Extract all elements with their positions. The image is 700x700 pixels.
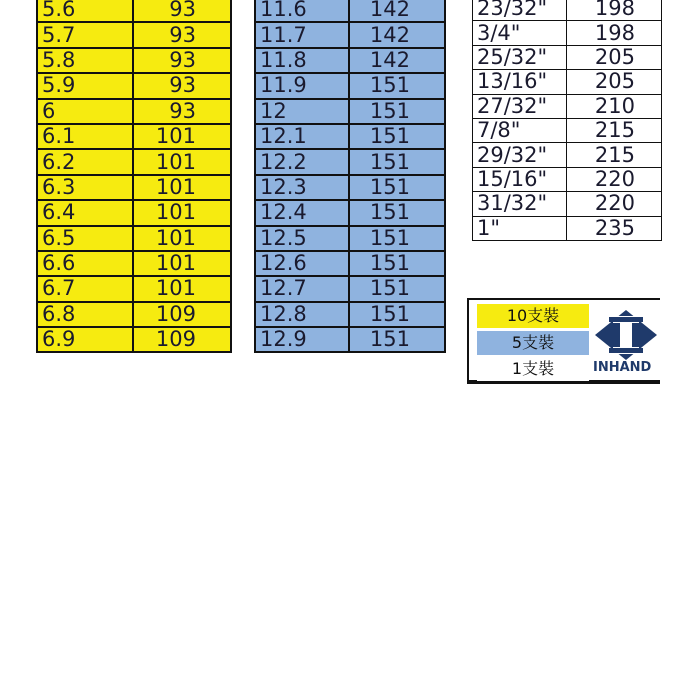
price-cell: 220	[567, 192, 662, 216]
price-table-white	[472, 0, 662, 241]
table-row	[473, 167, 662, 191]
size-cell: 7/8"	[473, 118, 567, 142]
price-cell: 151	[349, 251, 445, 276]
size-cell: 12.8	[255, 302, 349, 327]
size-cell: 31/32"	[473, 192, 567, 216]
table-row	[473, 70, 662, 94]
table-row	[255, 276, 445, 301]
size-cell: 11.7	[255, 22, 349, 47]
size-cell: 12.6	[255, 251, 349, 276]
size-cell: 6	[37, 99, 133, 124]
price-cell: 93	[133, 73, 231, 98]
price-cell: 142	[349, 48, 445, 73]
size-cell: 5.9	[37, 73, 133, 98]
table-row	[37, 251, 231, 276]
size-cell: 23/32"	[473, 0, 567, 21]
size-cell: 3/4"	[473, 21, 567, 45]
table-row	[255, 0, 445, 22]
table-row	[473, 216, 662, 240]
price-cell: 151	[349, 302, 445, 327]
price-cell: 151	[349, 226, 445, 251]
price-cell: 151	[349, 99, 445, 124]
price-cell: 101	[133, 251, 231, 276]
table-row	[37, 327, 231, 352]
table-row	[37, 149, 231, 174]
price-cell: 101	[133, 226, 231, 251]
table-row	[255, 327, 445, 352]
price-cell: 151	[349, 276, 445, 301]
table-row	[255, 22, 445, 47]
table-row	[37, 200, 231, 225]
table-row	[37, 73, 231, 98]
table-body	[473, 0, 662, 240]
size-cell: 6.6	[37, 251, 133, 276]
price-cell: 235	[567, 216, 662, 240]
price-cell: 101	[133, 175, 231, 200]
size-cell: 29/32"	[473, 143, 567, 167]
size-cell: 6.2	[37, 149, 133, 174]
table-body	[255, 0, 445, 352]
size-cell: 12.2	[255, 149, 349, 174]
table-row	[255, 251, 445, 276]
price-cell: 198	[567, 21, 662, 45]
table-row	[37, 226, 231, 251]
size-cell: 6.1	[37, 124, 133, 149]
price-table-yellow	[36, 0, 232, 353]
size-cell: 6.9	[37, 327, 133, 352]
size-cell: 5.8	[37, 48, 133, 73]
table-row	[255, 200, 445, 225]
table-row	[37, 302, 231, 327]
size-cell: 5.7	[37, 22, 133, 47]
size-cell: 12.1	[255, 124, 349, 149]
size-cell: 6.3	[37, 175, 133, 200]
price-cell: 109	[133, 327, 231, 352]
price-cell: 93	[133, 0, 231, 22]
price-cell: 93	[133, 99, 231, 124]
size-cell: 6.5	[37, 226, 133, 251]
table-row	[37, 0, 231, 22]
price-cell: 151	[349, 200, 445, 225]
table-row	[37, 48, 231, 73]
table-row	[37, 99, 231, 124]
table-row	[473, 0, 662, 21]
table-row	[473, 118, 662, 142]
table-row	[473, 45, 662, 69]
price-cell: 151	[349, 327, 445, 352]
price-cell: 205	[567, 70, 662, 94]
logo-text: INHAND	[593, 360, 652, 375]
price-cell: 220	[567, 167, 662, 191]
size-cell: 11.6	[255, 0, 349, 22]
size-cell: 12.7	[255, 276, 349, 301]
size-cell: 12.5	[255, 226, 349, 251]
table-body	[37, 0, 231, 352]
price-cell: 142	[349, 22, 445, 47]
table-row	[37, 22, 231, 47]
size-cell: 1"	[473, 216, 567, 240]
size-cell: 12	[255, 99, 349, 124]
price-cell: 205	[567, 45, 662, 69]
table-row	[255, 99, 445, 124]
price-cell: 151	[349, 149, 445, 174]
price-cell: 198	[567, 0, 662, 21]
price-cell: 101	[133, 124, 231, 149]
price-cell: 109	[133, 302, 231, 327]
size-cell: 25/32"	[473, 45, 567, 69]
table-row	[255, 73, 445, 98]
price-cell: 151	[349, 124, 445, 149]
price-cell: 215	[567, 118, 662, 142]
size-cell: 11.8	[255, 48, 349, 73]
size-cell: 6.4	[37, 200, 133, 225]
size-cell: 15/16"	[473, 167, 567, 191]
price-cell: 210	[567, 94, 662, 118]
price-cell: 101	[133, 149, 231, 174]
size-cell: 27/32"	[473, 94, 567, 118]
size-cell: 6.7	[37, 276, 133, 301]
table-row	[37, 124, 231, 149]
price-cell: 93	[133, 48, 231, 73]
price-cell: 93	[133, 22, 231, 47]
pack-size-legend	[467, 298, 660, 384]
price-cell: 215	[567, 143, 662, 167]
legend-1-pack: 1支裝	[477, 357, 589, 381]
price-cell: 101	[133, 200, 231, 225]
price-cell: 142	[349, 0, 445, 22]
table-row	[473, 192, 662, 216]
table-row	[37, 276, 231, 301]
table-row	[473, 143, 662, 167]
table-row	[255, 124, 445, 149]
size-cell: 12.3	[255, 175, 349, 200]
table-row	[473, 94, 662, 118]
size-cell: 12.4	[255, 200, 349, 225]
table-row	[255, 226, 445, 251]
table-row	[473, 21, 662, 45]
table-row	[255, 175, 445, 200]
table-row	[255, 149, 445, 174]
size-cell: 6.8	[37, 302, 133, 327]
price-cell: 151	[349, 73, 445, 98]
size-cell: 5.6	[37, 0, 133, 22]
price-cell: 101	[133, 276, 231, 301]
legend-5-pack: 5支裝	[477, 331, 589, 355]
legend-10-pack: 10支裝	[477, 304, 589, 328]
size-cell: 11.9	[255, 73, 349, 98]
price-table-blue	[254, 0, 446, 353]
table-row	[255, 48, 445, 73]
price-cell: 151	[349, 175, 445, 200]
table-row	[37, 175, 231, 200]
size-cell: 13/16"	[473, 70, 567, 94]
size-cell: 12.9	[255, 327, 349, 352]
table-row	[255, 302, 445, 327]
